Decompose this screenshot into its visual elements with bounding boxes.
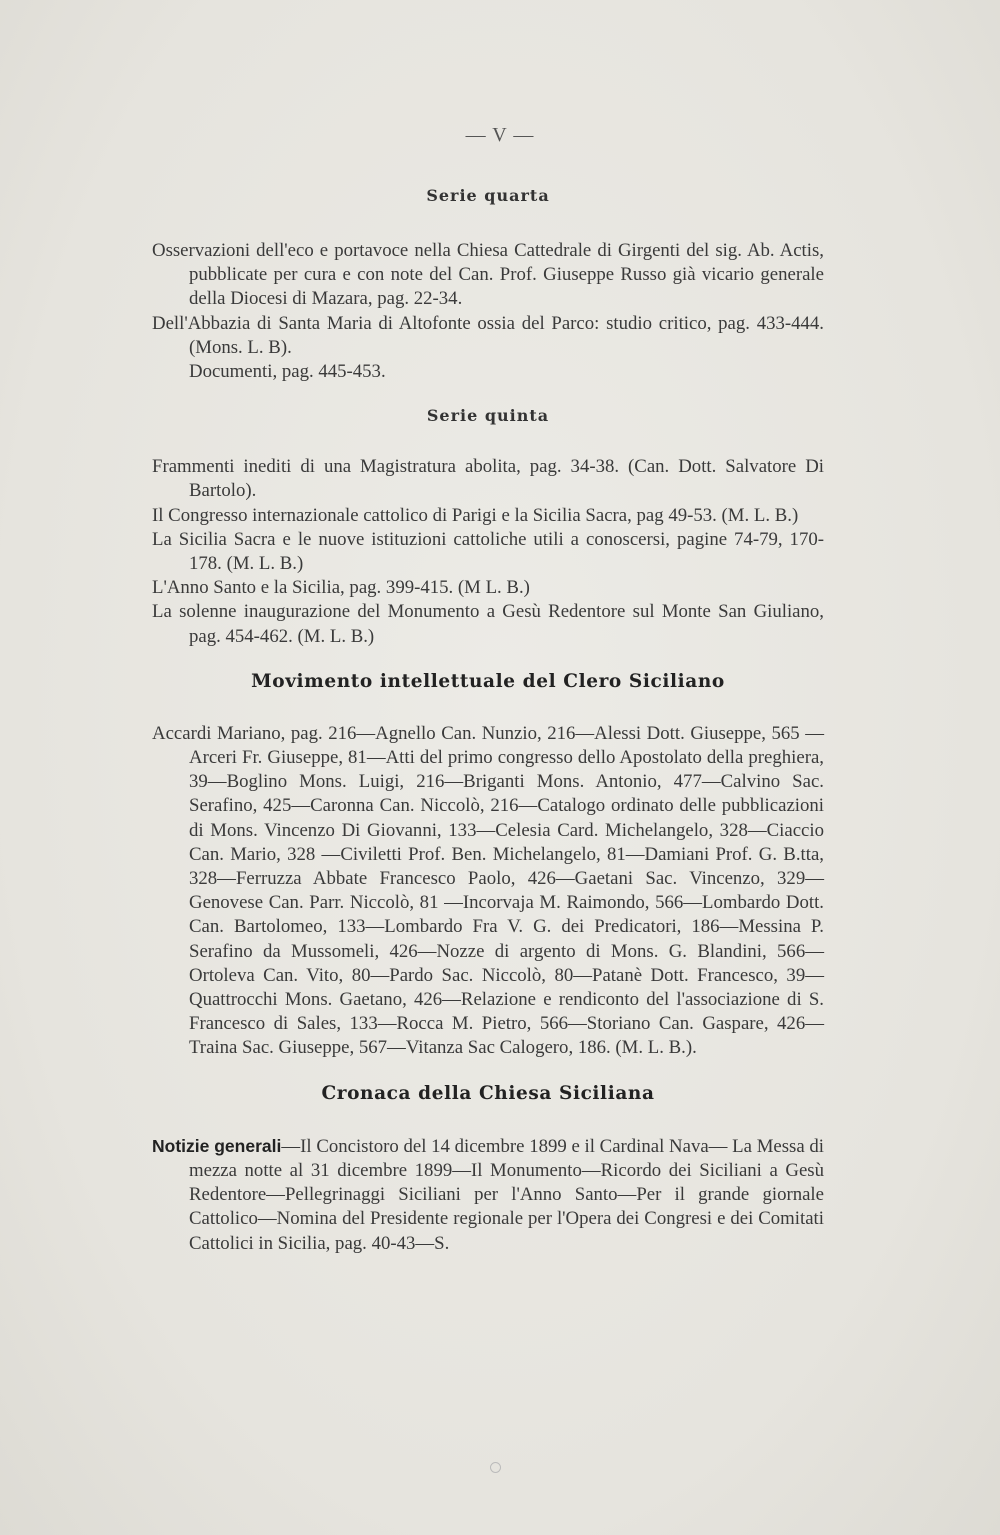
- list-item: Osservazioni dell'eco e portavoce nella Chiesa Cattedrale di Girgenti del sig. Ab. Actis, pubblicate per cura e con note del Can. Prof. Giuseppe Russo già vicario generale della Diocesi di Mazara, pag. 22-34.: [152, 240, 824, 310]
- list-item: L'Anno Santo e la Sicilia, pag. 399-415. (M L. B.): [152, 577, 530, 599]
- list-item: Dell'Abbazia di Santa Maria di Altofonte ossia del Parco: studio critico, pag. 433-444. (Mons. L. B).: [152, 312, 824, 358]
- page-content: [152, 178, 824, 1256]
- list-item: Documenti, pag. 445-453.: [189, 361, 386, 383]
- page-mark-icon: [490, 1462, 501, 1473]
- page-number: — V —: [465, 124, 535, 146]
- index-paragraph: Accardi Mariano, pag. 216—Agnello Can. Nunzio, 216—Alessi Dott. Giuseppe, 565 —Arceri Fr. Giuseppe, 81—Atti del primo congresso dello Apostolato della preghiera, 39—Boglino Mons. Luigi, 216—Briganti Mons. Antonio, 477—Calvino Sac. Serafino, 425—Caronna Can. Niccolò, 216—Catalogo ordinato delle pubblicazioni di Mons. Vincenzo Di Giovanni, 133—Celesia Card. Michelangelo, 328—Ciaccio Can. Mario, 328 —Civiletti Prof. Ben. Michelangelo, 81—Damiani Prof. G. B.tta, 328—Ferruzza Abbate Francesco Paolo, 426—Gaetani Sac. Vincenzo, 329—Genovese Can. Parr. Niccolò, 81 —Incorvaja M. Raimondo, 566—Lombardo Dott. Can. Bartolomeo, 133—Lombardo Fra V. G. dei Predicatori, 186—Messina P. Serafino da Mussomeli, 426—Nozze di argento di Mons. G. Blandini, 566—Ortoleva Can. Vito, 80—Pardo Sac. Niccolò, 80—Patanè Dott. Francesco, 39—Quattrocchi Mons. Gaetano, 426—Relazione e rendiconto del l'associazione di S. Francesco di Sales, 133—Rocca M. Pietro, 566—Storiano Can. Gaspare, 426—Traina Sac. Giuseppe, 567—Vitanza Sac Calogero, 186. (M. L. B.).: [152, 722, 824, 1059]
- cronaca-paragraph: [152, 1134, 824, 1256]
- section-title-cronaca: Cronaca della Chiesa Siciliana: [321, 1082, 655, 1104]
- list-item: La Sicilia Sacra e le nuove istituzioni cattoliche utili a conoscersi, pagine 74-79, 170-178. (M. L. B.): [152, 528, 824, 575]
- section-title-serie-quarta: Serie quarta: [426, 186, 550, 205]
- serie-quarta-entries: [152, 239, 824, 384]
- cronaca-lead: Notizie generali: [152, 1135, 282, 1156]
- movimento-entries: [152, 722, 824, 1061]
- list-item: Il Congresso internazionale cattolico di Parigi e la Sicilia Sacra, pag 49-53. (M. L. B.): [152, 504, 799, 526]
- section-title-serie-quinta: Serie quinta: [426, 406, 550, 426]
- list-item: Frammenti inediti di una Magistratura abolita, pag. 34-38. (Can. Dott. Salvatore Di Bartolo).: [152, 456, 824, 502]
- cronaca-text: —Il Concistoro del 14 dicembre 1899 e il Cardinal Nava— La Messa di mezza notte al 31 dicembre 1899—Il Monumento—Ricordo dei Siciliani a Gesù Redentore—Pellegrinaggi Siciliani per l'Anno Santo—Per il grande giornale Cattolico—Nomina del Presidente regionale per l'Opera dei Congresi e dei Comitati Cattolici in Sicilia, pag. 40-43—S.: [189, 1135, 824, 1254]
- list-item: La solenne inaugurazione del Monumento a Gesù Redentore sul Monte San Giuliano, pag. 454-462. (M. L. B.): [152, 601, 824, 647]
- cronaca-entries: [152, 1134, 824, 1256]
- section-title-movimento: Movimento intellettuale del Clero Siciliano: [251, 670, 725, 692]
- serie-quinta-entries: [152, 455, 824, 649]
